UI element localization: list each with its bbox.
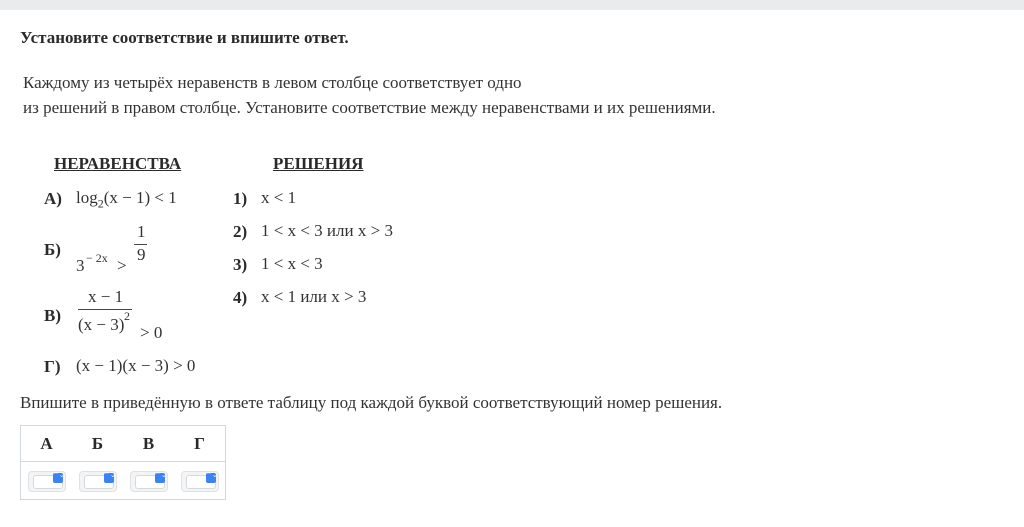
task-heading: Установите соответствие и впишите ответ. (20, 28, 349, 47)
fraction-denominator: 9 (137, 245, 146, 264)
exp-base: 3 (76, 256, 85, 275)
log-base: 2 (97, 196, 104, 211)
inequality-a-letter: А) (44, 189, 62, 208)
solutions-header: РЕШЕНИЯ (273, 154, 364, 173)
description-line-1: Каждому из четырёх неравенств в левом столбце соответствует одно (23, 73, 522, 92)
inequalities-header: НЕРАВЕНСТВА (54, 154, 182, 173)
chevron-up-down-icon: ⌃⌄ (104, 473, 114, 483)
chevron-up-down-icon: ⌃⌄ (53, 473, 63, 483)
answer-select-b[interactable] (79, 471, 117, 492)
task-description (23, 70, 716, 120)
top-bar (0, 0, 1024, 10)
solution-3-text: 1 < x < 3 (261, 254, 323, 273)
log-symbol: log (76, 188, 98, 207)
solution-1-number: 1) (233, 189, 248, 208)
inequality-rhs: > 0 (140, 323, 163, 342)
answer-select-d[interactable] (181, 471, 219, 492)
answer-select-a[interactable] (28, 471, 66, 492)
answer-header-a: А (40, 434, 53, 453)
denominator-power: 2 (124, 309, 130, 323)
inequality-b-letter: Б) (44, 240, 61, 259)
chevron-up-down-icon: ⌃⌄ (206, 473, 216, 483)
solution-2-number: 2) (233, 222, 248, 241)
answer-cell-b (72, 462, 123, 500)
answer-header-d: Г (194, 434, 205, 453)
solution-4-number: 4) (233, 288, 248, 307)
solution-1-text: x < 1 (261, 188, 297, 207)
answer-instruction: Впишите в приведённую в ответе таблицу под каждой буквой соответствующий номер решения. (20, 393, 723, 412)
log-argument: (x − 1) < 1 (103, 188, 177, 207)
fraction-numerator: 1 (137, 222, 146, 241)
answer-header-c: В (142, 434, 155, 453)
answer-select-c[interactable] (130, 471, 168, 492)
inequality-c-letter: В) (44, 306, 61, 325)
description-line-2: из решений в правом столбце. Установите соответствие между неравенствами и их решениями. (23, 98, 716, 117)
answer-cell-a (21, 462, 72, 500)
solution-4-text: x < 1 или x > 3 (261, 287, 367, 306)
solution-3-number: 3) (233, 255, 248, 274)
chevron-up-down-icon: ⌃⌄ (155, 473, 165, 483)
fraction-numerator: x − 1 (88, 287, 124, 306)
answer-table (20, 425, 226, 500)
answer-cell-c (123, 462, 174, 500)
exp-power: − 2x (86, 251, 108, 265)
fraction-denominator: (x − 3) (78, 315, 125, 334)
inequality-a (76, 188, 177, 211)
answer-header-b: Б (91, 434, 104, 453)
inequality-d-letter: Г) (44, 357, 61, 376)
inequality-d: (x − 1)(x − 3) > 0 (76, 356, 196, 375)
gt-sign: > (117, 256, 127, 275)
answer-cell-d (174, 462, 225, 500)
solution-2-text: 1 < x < 3 или x > 3 (261, 221, 393, 240)
